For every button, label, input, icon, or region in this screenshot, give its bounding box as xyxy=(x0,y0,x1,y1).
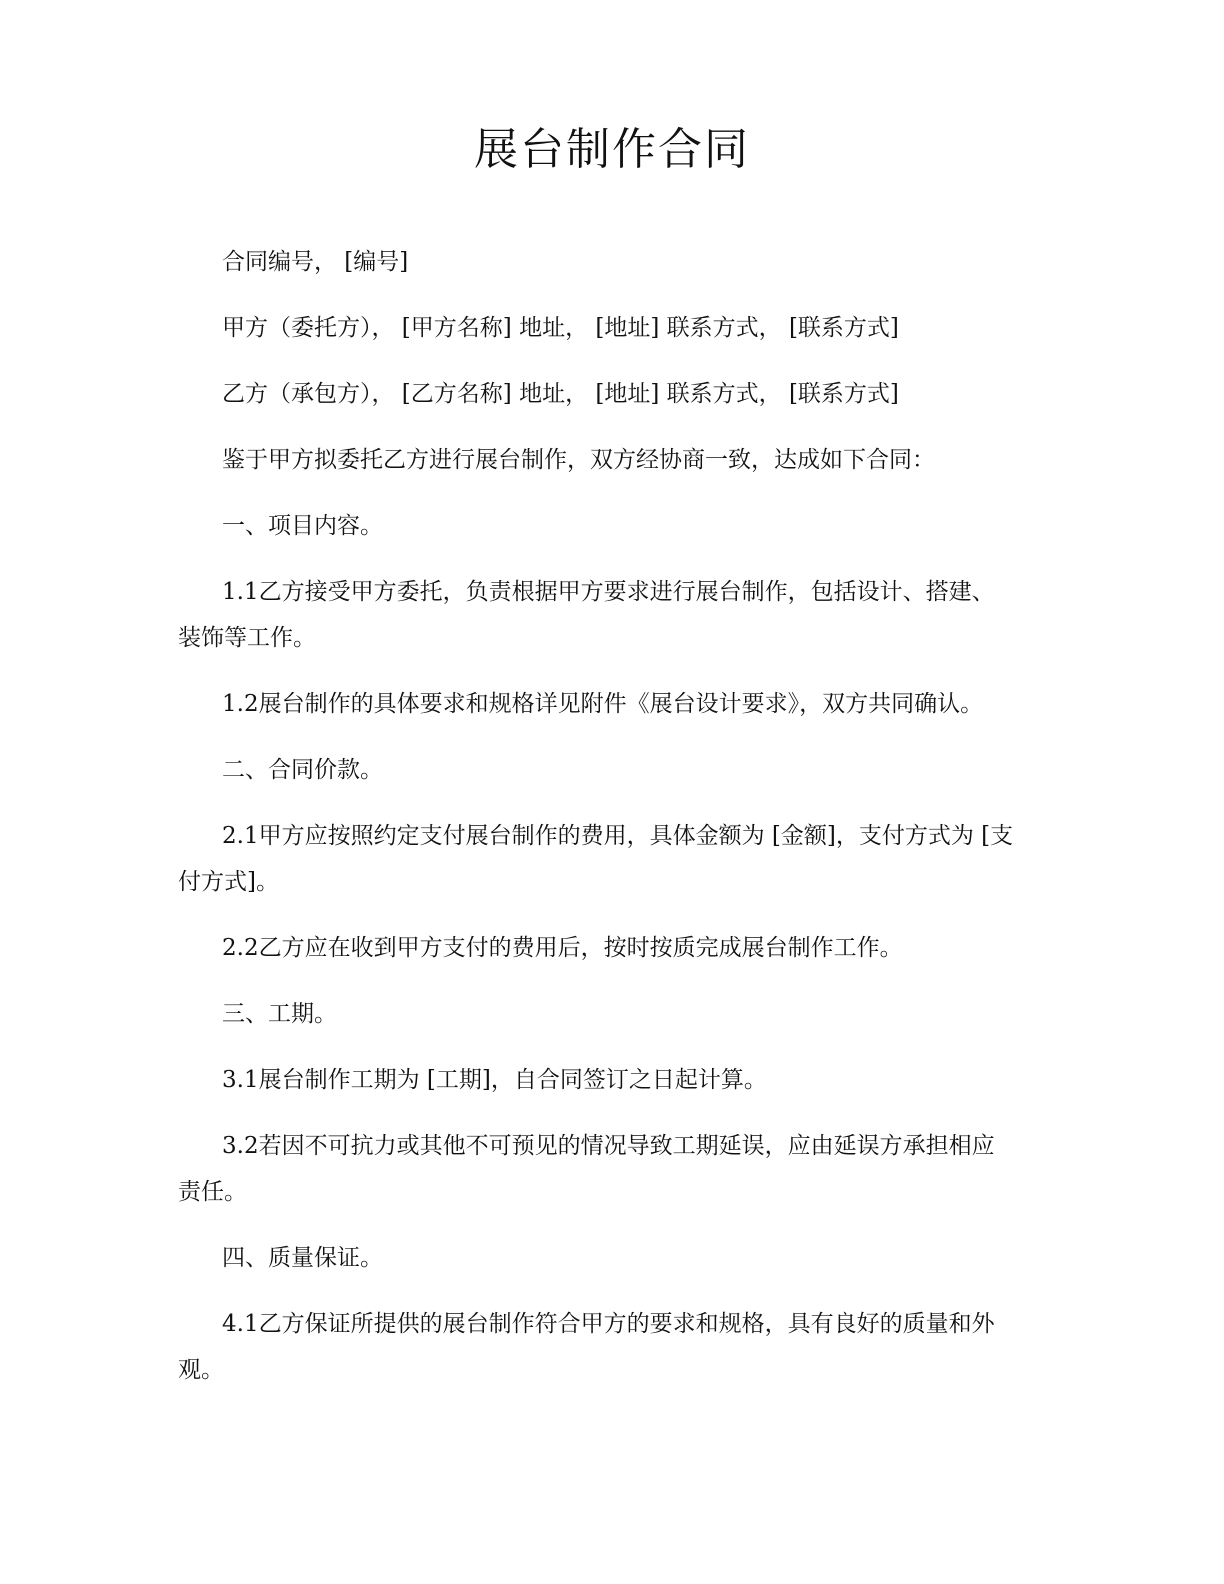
contract-number-line: 合同编号， [编号] xyxy=(222,249,409,275)
clause-4-1-line-1: 4.1乙方保证所提供的展台制作符合甲方的要求和规格，具有良好的质量和外 xyxy=(222,1311,995,1337)
section-heading-4: 四、质量保证。 xyxy=(222,1245,383,1271)
clause-4-1-line-2: 观。 xyxy=(178,1357,224,1383)
clause-2-1-line-2: 付方式]。 xyxy=(178,869,279,895)
document-title: 展台制作合同 xyxy=(474,124,750,175)
clause-2-1-line-1: 2.1甲方应按照约定支付展台制作的费用，具体金额为 [金额]，支付方式为 [支 xyxy=(222,823,1014,849)
preamble-line: 鉴于甲方拟委托乙方进行展台制作，双方经协商一致，达成如下合同： xyxy=(222,447,935,473)
section-heading-2: 二、合同价款。 xyxy=(222,757,383,783)
party-b-line: 乙方（承包方）， [乙方名称] 地址， [地址] 联系方式， [联系方式] xyxy=(222,381,899,407)
party-a-line: 甲方（委托方）， [甲方名称] 地址， [地址] 联系方式， [联系方式] xyxy=(222,315,899,341)
section-heading-1: 一、项目内容。 xyxy=(222,513,383,539)
clause-3-2-line-2: 责任。 xyxy=(178,1179,247,1205)
clause-1-2: 1.2展台制作的具体要求和规格详见附件《展台设计要求》，双方共同确认。 xyxy=(222,691,984,717)
clause-2-2: 2.2乙方应在收到甲方支付的费用后，按时按质完成展台制作工作。 xyxy=(222,935,903,961)
clause-3-2-line-1: 3.2若因不可抗力或其他不可预见的情况导致工期延误，应由延误方承担相应 xyxy=(222,1133,995,1159)
clause-1-1-line-1: 1.1乙方接受甲方委托，负责根据甲方要求进行展台制作，包括设计、搭建、 xyxy=(222,579,995,605)
clause-1-1-line-2: 装饰等工作。 xyxy=(178,625,316,651)
section-heading-3: 三、工期。 xyxy=(222,1001,337,1027)
clause-3-1: 3.1展台制作工期为 [工期]，自合同签订之日起计算。 xyxy=(222,1067,767,1093)
